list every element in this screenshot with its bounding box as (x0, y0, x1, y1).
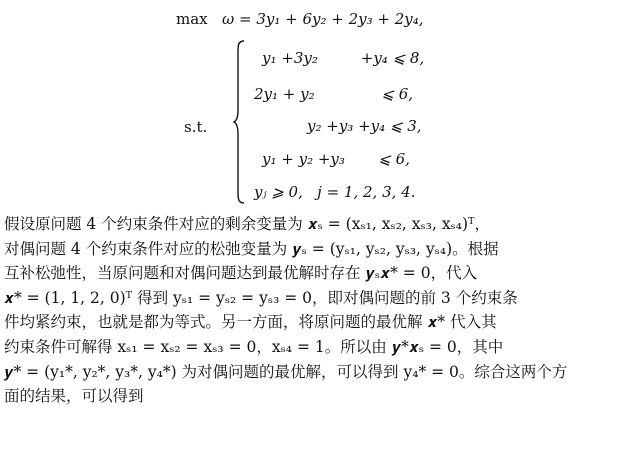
constraint-nonnegativity: yⱼ ⩾ 0, j = 1, 2, 3, 4. (254, 183, 416, 201)
constraint-2: 2y₁ + y₂ ⩽ 6, (254, 85, 414, 103)
explanation-paragraph (4, 212, 636, 409)
left-brace-icon (233, 40, 245, 204)
paragraph-line-1: 假设原问题 4 个约束条件对应的剩余变量为 𝒙ₛ = (xₛ₁, xₛ₂, xₛ₃, xₛ₄)ᵀ， (4, 215, 491, 233)
paragraph-line-4: 𝒙* = (1, 1, 2, 0)ᵀ 得到 yₛ₁ = yₛ₂ = yₛ₃ = 0，即对偶问题的前 3 个约束条 (4, 288, 518, 307)
paragraph-line-6: 约束条件可解得 xₛ₁ = xₛ₂ = xₛ₃ = 0，xₛ₄ = 1。所以由 𝒚*𝒙ₛ = 0，其中 (4, 337, 504, 356)
subject-to-label: s.t. (184, 118, 208, 136)
paragraph-line-3: 互补松弛性，当原问题和对偶问题达到最优解时存在 𝒚ₛ𝒙* = 0，代入 (4, 264, 478, 283)
constraint-3: y₂ +y₃ +y₄ ⩽ 3, (307, 117, 422, 135)
constraint-4: y₁ + y₂ +y₃ ⩽ 6, (262, 150, 410, 168)
paragraph-line-7: 𝒚* = (y₁*, y₂*, y₃*, y₄*) 为对偶问题的最优解，可以得到 y₄* = 0。综合这两个方 (4, 362, 568, 381)
paragraph-line-2: 对偶问题 4 个约束条件对应的松弛变量为 𝒚ₛ = (yₛ₁, yₛ₂, yₛ₃, yₛ₄)。根据 (4, 239, 499, 258)
objective-label: max (176, 10, 208, 28)
constraint-1: y₁ +3y₂ +y₄ ⩽ 8, (262, 49, 425, 67)
objective-expression: ω = 3y₁ + 6y₂ + 2y₃ + 2y₄, (222, 10, 424, 28)
paragraph-line-5: 件均紧约束，也就是都为等式。另一方面，将原问题的最优解 𝒙* 代入其 (4, 313, 497, 332)
paragraph-line-8: 面的结果，可以得到 (4, 387, 144, 406)
